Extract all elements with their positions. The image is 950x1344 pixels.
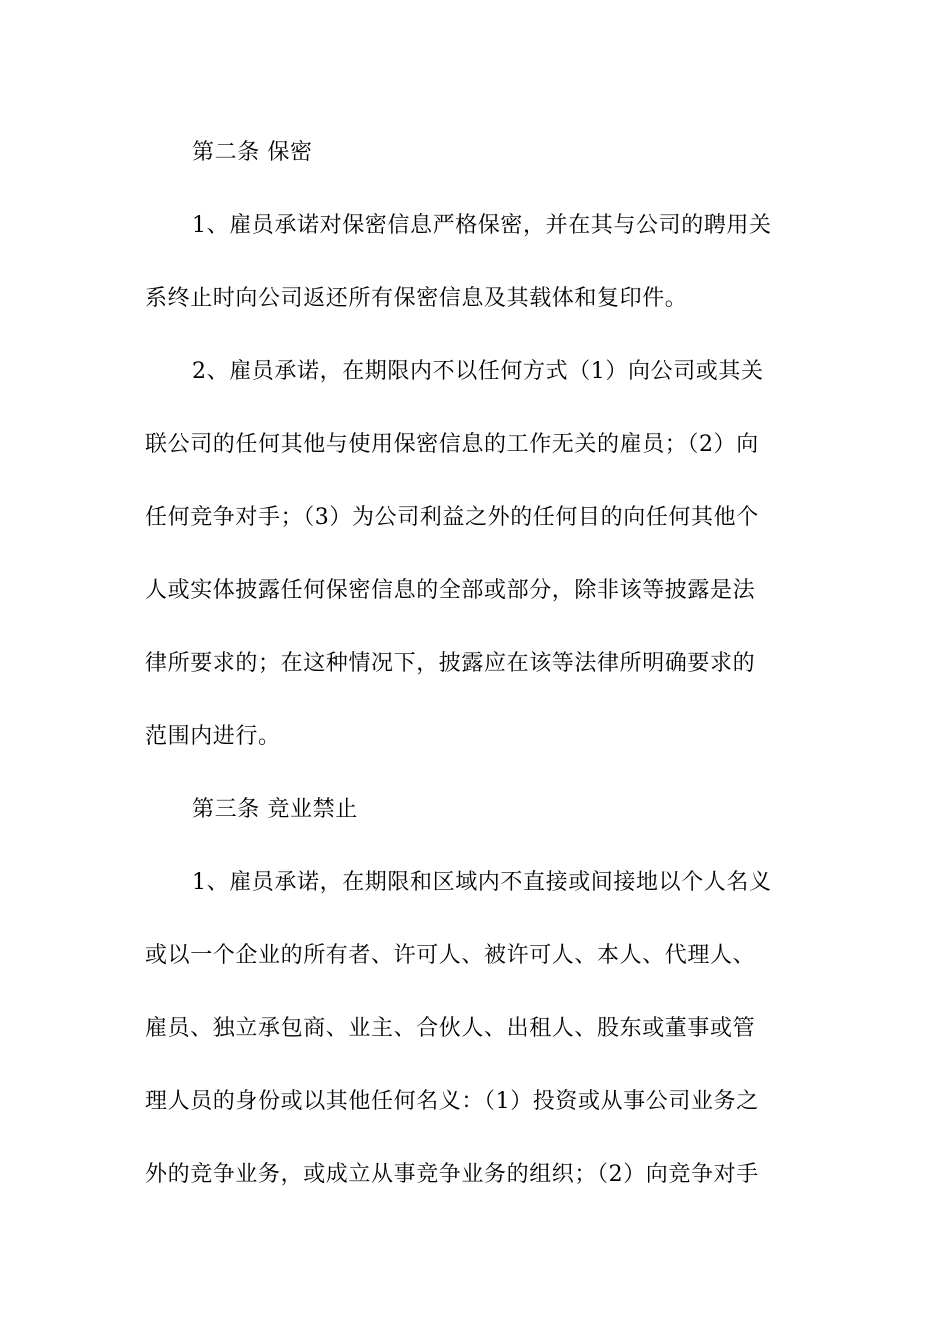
text-line: 任何竞争对手；（3）为公司利益之外的任何目的向任何其他个 (145, 505, 759, 530)
text-line: 或以一个企业的所有者、许可人、被许可人、本人、代理人、 (145, 943, 756, 968)
section-heading-article-2 (0, 133, 950, 173)
paragraph-line (0, 352, 950, 392)
paragraph-line (0, 717, 950, 757)
paragraph-line (0, 1155, 950, 1195)
text-line: 1、雇员承诺，在期限和区域内不直接或间接地以个人名义 (192, 870, 772, 895)
text-line: 律所要求的；在这种情况下，披露应在该等法律所明确要求的 (145, 651, 756, 676)
text-line: 1、雇员承诺对保密信息严格保密，并在其与公司的聘用关 (192, 213, 772, 238)
paragraph-line (0, 936, 950, 976)
paragraph-line (0, 1082, 950, 1122)
text-line: 范围内进行。 (145, 724, 281, 749)
paragraph-line (0, 279, 950, 319)
text-line: 理人员的身份或以其他任何名义：（1）投资或从事公司业务之 (145, 1089, 759, 1114)
text-line: 系终止时向公司返还所有保密信息及其载体和复印件。 (145, 286, 688, 311)
text-line: 联公司的任何其他与使用保密信息的工作无关的雇员；（2）向 (145, 432, 759, 457)
text-line: 第三条 竞业禁止 (192, 797, 358, 822)
text-line: 外的竞争业务，或成立从事竞争业务的组织；（2）向竞争对手 (145, 1162, 759, 1187)
paragraph-line (0, 498, 950, 538)
paragraph-line (0, 644, 950, 684)
paragraph-line (0, 1009, 950, 1049)
text-line: 第二条 保密 (192, 140, 313, 165)
text-line: 2、雇员承诺，在期限内不以任何方式（1）向公司或其关 (192, 359, 764, 384)
section-heading-article-3 (0, 790, 950, 830)
paragraph-line (0, 425, 950, 465)
text-line: 人或实体披露任何保密信息的全部或部分，除非该等披露是法 (145, 578, 756, 603)
text-line: 雇员、独立承包商、业主、合伙人、出租人、股东或董事或管 (145, 1016, 756, 1041)
paragraph-line (0, 206, 950, 246)
paragraph-line (0, 571, 950, 611)
paragraph-line (0, 863, 950, 903)
